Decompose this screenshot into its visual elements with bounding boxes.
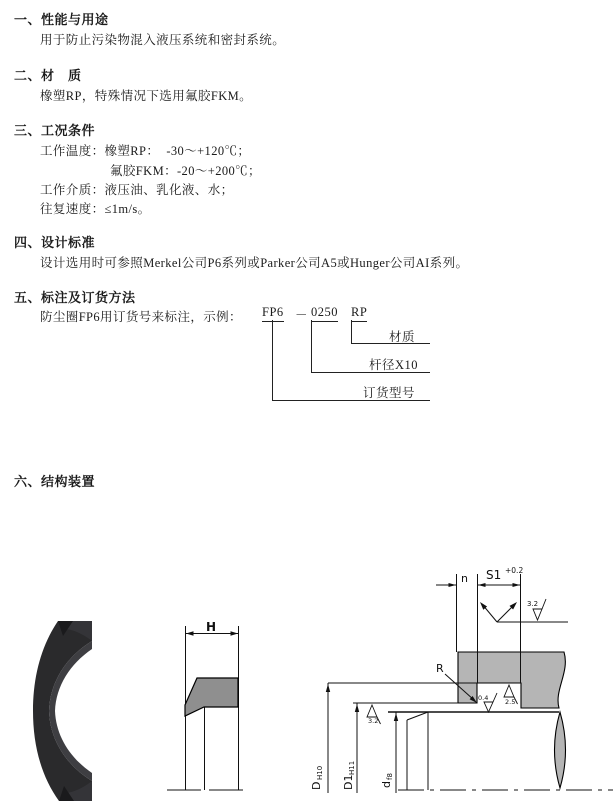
tree-label-model: 订货型号 bbox=[363, 386, 416, 400]
ra-value-bore: 3.2 bbox=[368, 717, 379, 725]
ra-value-top: 2.5 bbox=[505, 698, 516, 706]
section-3-line-temp: 工作温度：橡塑RP： -30～+120℃； bbox=[40, 144, 251, 158]
tree-line-material-vertical bbox=[351, 320, 352, 343]
section-6-heading: 六、结构装置 bbox=[14, 474, 96, 489]
dim-label-groove-dia: D bbox=[310, 781, 323, 790]
section-4-body: 设计选用时可参照Merkel公司P6系列或Parker公司A5或Hunger公司AI系列。 bbox=[40, 256, 469, 270]
dim-label-bore-dia-sub: H11 bbox=[348, 760, 356, 775]
dim-label-h: H bbox=[206, 620, 217, 634]
seal-profile bbox=[185, 678, 238, 716]
dim-label-r: R bbox=[436, 662, 444, 675]
section-1-body: 用于防止污染物混入液压系统和密封系统。 bbox=[40, 33, 286, 47]
dim-label-s1: S1 bbox=[486, 568, 502, 582]
section-2-heading: 二、材 质 bbox=[14, 68, 82, 83]
ra-value-bottom: 0.4 bbox=[478, 694, 489, 702]
order-code-size: 0250 bbox=[311, 305, 338, 322]
section-2-body: 橡塑RP，特殊情况下选用氟胶FKM。 bbox=[40, 89, 253, 103]
order-code-series: FP6 bbox=[262, 305, 284, 322]
section-3-line-speed: 往复速度：≤1m/s。 bbox=[40, 202, 151, 216]
ra-value-side: 3.2 bbox=[527, 600, 539, 608]
dim-label-rod-dia: d bbox=[380, 781, 393, 788]
dim-label-rod-dia-sub: f8 bbox=[386, 773, 394, 780]
section-3-heading: 三、工况条件 bbox=[14, 123, 96, 138]
tree-label-rod: 杆径X10 bbox=[369, 358, 419, 372]
order-code-dash: － bbox=[295, 308, 309, 322]
tree-line-model-vertical bbox=[272, 320, 273, 400]
order-code-material: RP bbox=[351, 305, 367, 322]
section-3-line-fkm: 氟胶FKM：-20～+200℃； bbox=[110, 164, 261, 178]
structure-drawings bbox=[0, 555, 616, 808]
section-5-intro: 防尘圈FP6用订货号来标注，示例： bbox=[40, 310, 242, 324]
section-4-heading: 四、设计标准 bbox=[14, 235, 96, 250]
tree-label-material: 材质 bbox=[389, 330, 416, 344]
section-3-line-medium: 工作介质：液压油、乳化液、水； bbox=[40, 183, 234, 197]
tree-line-rod-vertical bbox=[311, 320, 312, 372]
dim-label-bore-dia: D1 bbox=[342, 774, 355, 790]
seal-3d-view bbox=[33, 621, 92, 801]
dim-label-groove-dia-sub: H10 bbox=[316, 765, 324, 780]
dim-label-n: n bbox=[461, 572, 468, 585]
section-1-heading: 一、性能与用途 bbox=[14, 12, 109, 27]
seal-cross-section bbox=[167, 626, 245, 790]
section-5-heading: 五、标注及订货方法 bbox=[14, 290, 136, 305]
dim-label-s1-tolerance: +0.2 bbox=[505, 566, 524, 575]
installation-drawing bbox=[326, 574, 613, 793]
rod-break-lens bbox=[555, 712, 566, 788]
